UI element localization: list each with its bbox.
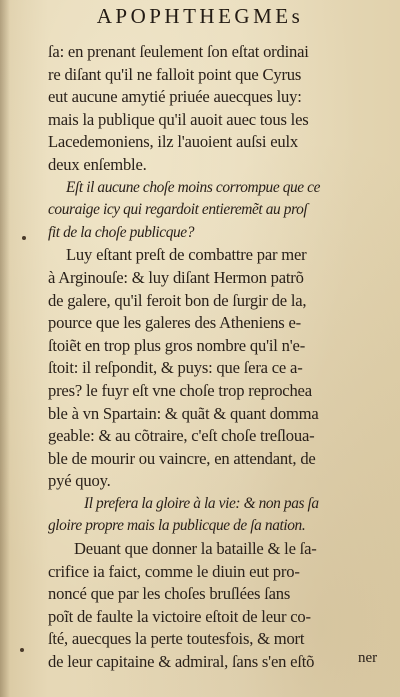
text-line: geable: & au cõtraire, c'eſt choſe treſloua- xyxy=(48,426,315,446)
text-line: pres? le fuyr eſt vne choſe trop reprochea xyxy=(48,380,312,400)
text-line: poĩt de faulte la victoire eſtoit de leur co- xyxy=(48,606,311,626)
margin-mark xyxy=(22,236,26,240)
text-line: Lacedemoniens, ilz l'auoient auſsi eulx xyxy=(48,132,299,152)
text-block xyxy=(48,41,392,674)
text-line: Deuant que donner la bataille & le ſa- xyxy=(74,539,317,559)
text-line: ſtoit: il reſpondit, & puys: que ſera ce a- xyxy=(48,358,303,378)
text-line: pource que les galeres des Atheniens e- xyxy=(48,313,301,333)
text-line: deux enſemble. xyxy=(48,154,147,174)
text-line: pyé quoy. xyxy=(48,471,111,491)
text-line: Luy eſtant preſt de combattre par mer xyxy=(66,245,307,265)
text-line: de galere, qu'il feroit bon de ſurgir de la, xyxy=(48,290,307,310)
text-line: à Arginouſe: & luy diſant Hermon patrõ xyxy=(48,267,304,287)
text-line: ble à vn Spartain: & quãt & quant domma xyxy=(48,403,319,423)
margin-mark xyxy=(20,648,24,652)
text-line: ſtoiẽt en trop plus gros nombre qu'il n'e- xyxy=(48,335,306,355)
italic-text-line: Il prefera la gloire à la vie: & non pas ſa xyxy=(84,494,319,512)
text-line: ble de mourir ou vaincre, en attendant, de xyxy=(48,448,316,468)
text-line: de leur capitaine & admiral, ſans s'en eſtõ xyxy=(48,652,315,672)
text-line: noncé que par les choſes bruſlées ſans xyxy=(48,584,291,604)
text-line: mais la publique qu'il auoit auec tous les xyxy=(48,109,309,129)
italic-text-line: Eſt il aucune choſe moins corrompue que ce xyxy=(66,178,321,196)
italic-text-line: couraige icy qui regardoit entieremẽt au proſ xyxy=(48,201,308,219)
text-line: eut aucune amytié priuée auecques luy: xyxy=(48,87,302,107)
gutter-shadow xyxy=(0,0,10,697)
text-line: ſa: en prenant ſeulement ſon eſtat ordinai xyxy=(48,42,309,61)
italic-text-line: fit de la choſe publicque? xyxy=(48,223,195,241)
text-line: crifice ia faict, comme le diuin eut pro- xyxy=(48,561,300,581)
text-line: ſté, auecques la perte toutesfois, & mort xyxy=(48,629,305,649)
italic-text-line: gloire propre mais la publicque de ſa nation. xyxy=(48,517,306,535)
catchword: ner xyxy=(358,650,378,666)
text-line: re diſant qu'il ne falloit point que Cyrus xyxy=(48,64,302,84)
running-title: APOPHTHEGMEs xyxy=(96,4,304,28)
